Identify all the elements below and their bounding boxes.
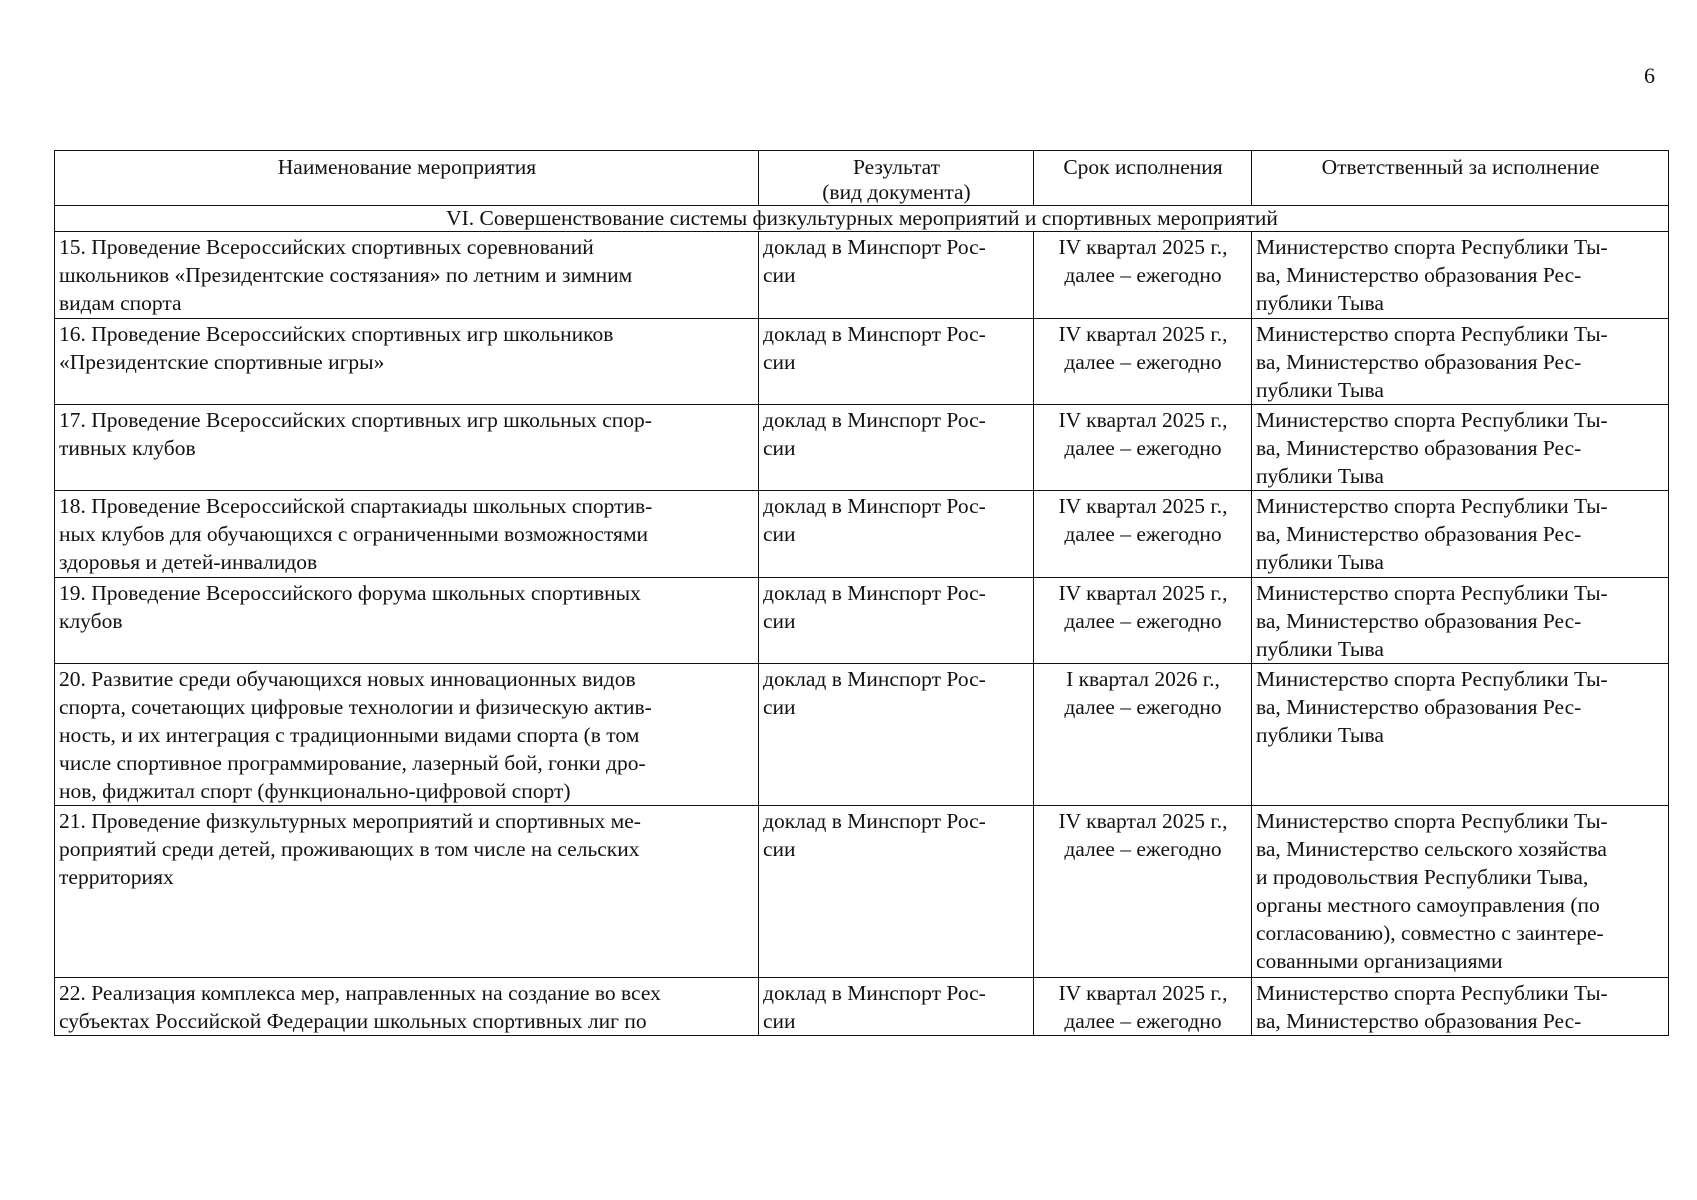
event-cell	[55, 405, 759, 491]
responsible-cell	[1252, 405, 1669, 491]
table-row	[55, 232, 1669, 319]
result-text: доклад в Минспорт Рос- сии	[763, 494, 986, 546]
deadline-cell	[1034, 405, 1252, 491]
responsible-cell	[1252, 232, 1669, 319]
result-cell	[759, 978, 1034, 1036]
result-text: доклад в Минспорт Рос- сии	[763, 667, 986, 719]
result-text: доклад в Минспорт Рос- сии	[763, 322, 986, 374]
event-cell	[55, 664, 759, 806]
section-title-cell	[55, 206, 1669, 232]
table-row	[55, 578, 1669, 664]
result-cell	[759, 319, 1034, 405]
section-title: VI. Совершенствование системы физкультурных мероприятий и спортивных мероприятий	[446, 206, 1278, 230]
table-row	[55, 491, 1669, 578]
event-text: 22. Реализация комплекса мер, направленных на создание во всех субъектах Российской Федерации школьных спортивных лиг по	[59, 981, 661, 1033]
header-responsible-label: Ответственный за исполнение	[1321, 155, 1600, 179]
responsible-cell	[1252, 491, 1669, 578]
header-responsible	[1252, 151, 1669, 206]
responsible-text: Министерство спорта Республики Ты- ва, Министерство образования Рес- публики Тыва	[1256, 667, 1608, 747]
event-cell	[55, 978, 759, 1036]
deadline-text: IV квартал 2025 г., далее – ежегодно	[1058, 809, 1228, 861]
result-cell	[759, 664, 1034, 806]
result-cell	[759, 806, 1034, 978]
event-cell	[55, 232, 759, 319]
deadline-cell	[1034, 232, 1252, 319]
page-number: 6	[1644, 63, 1655, 88]
header-result	[759, 151, 1034, 206]
responsible-cell	[1252, 664, 1669, 806]
result-text: доклад в Минспорт Рос- сии	[763, 809, 986, 861]
deadline-text: IV квартал 2025 г., далее – ежегодно	[1058, 494, 1228, 546]
responsible-cell	[1252, 578, 1669, 664]
deadline-cell	[1034, 664, 1252, 806]
result-cell	[759, 491, 1034, 578]
responsible-text: Министерство спорта Республики Ты- ва, Министерство образования Рес- публики Тыва	[1256, 235, 1608, 315]
event-text: 21. Проведение физкультурных мероприятий и спортивных ме- роприятий среди детей, проживающих в том числе на сельских территориях	[59, 809, 641, 889]
table-header-row	[55, 151, 1669, 206]
deadline-text: IV квартал 2025 г., далее – ежегодно	[1058, 408, 1228, 460]
result-text: доклад в Минспорт Рос- сии	[763, 408, 986, 460]
responsible-text: Министерство спорта Республики Ты- ва, Министерство образования Рес- публики Тыва	[1256, 581, 1608, 661]
responsible-text: Министерство спорта Республики Ты- ва, Министерство образования Рес- публики Тыва	[1256, 322, 1608, 402]
event-cell	[55, 319, 759, 405]
event-text: 20. Развитие среди обучающихся новых инновационных видов спорта, сочетающих цифровые технологии и физическую актив- ность, и их интеграция с традиционными видами спорта (в том числе спортивное программирование, лазерный бой, гонки дро- нов, фиджитал спорт (функционально-цифровой спорт)	[59, 667, 652, 803]
deadline-cell	[1034, 978, 1252, 1036]
deadline-text: IV квартал 2025 г., далее – ежегодно	[1058, 235, 1228, 287]
result-cell	[759, 405, 1034, 491]
result-text: доклад в Минспорт Рос- сии	[763, 981, 986, 1033]
result-cell	[759, 232, 1034, 319]
deadline-text: IV квартал 2025 г., далее – ежегодно	[1058, 581, 1228, 633]
responsible-text: Министерство спорта Республики Ты- ва, Министерство образования Рес- публики Тыва	[1256, 408, 1608, 488]
header-event-label: Наименование мероприятия	[277, 155, 537, 179]
result-text: доклад в Минспорт Рос- сии	[763, 235, 986, 287]
deadline-text: IV квартал 2025 г., далее – ежегодно	[1058, 322, 1228, 374]
event-text: 18. Проведение Всероссийской спартакиады школьных спортив- ных клубов для обучающихся с ограниченными возможностями здоровья и детей-инвалидов	[59, 494, 653, 574]
event-cell	[55, 491, 759, 578]
deadline-cell	[1034, 806, 1252, 978]
event-text: 17. Проведение Всероссийских спортивных игр школьных спор- тивных клубов	[59, 408, 652, 460]
table-row	[55, 319, 1669, 405]
result-cell	[759, 578, 1034, 664]
table-row	[55, 664, 1669, 806]
responsible-text: Министерство спорта Республики Ты- ва, Министерство образования Рес- публики Тыва	[1256, 494, 1608, 574]
header-deadline-label: Срок исполнения	[1063, 155, 1223, 179]
responsible-cell	[1252, 806, 1669, 978]
activities-table	[54, 150, 1669, 1036]
header-result-label: Результат (вид документа)	[822, 155, 971, 204]
deadline-text: IV квартал 2025 г., далее – ежегодно	[1058, 981, 1228, 1033]
responsible-text: Министерство спорта Республики Ты- ва, Министерство сельского хозяйства и продовольствия Республики Тыва, органы местного самоуправления (по согласованию), совместно с заинтере- сованными организациями	[1256, 809, 1608, 973]
deadline-cell	[1034, 491, 1252, 578]
event-cell	[55, 578, 759, 664]
event-text: 15. Проведение Всероссийских спортивных соревнований школьников «Президентские состязания» по летним и зимним видам спорта	[59, 235, 633, 315]
result-text: доклад в Минспорт Рос- сии	[763, 581, 986, 633]
event-text: 19. Проведение Всероссийского форума школьных спортивных клубов	[59, 581, 641, 633]
deadline-cell	[1034, 578, 1252, 664]
responsible-text: Министерство спорта Республики Ты- ва, Министерство образования Рес-	[1256, 981, 1608, 1033]
deadline-cell	[1034, 319, 1252, 405]
responsible-cell	[1252, 978, 1669, 1036]
table-row	[55, 806, 1669, 978]
header-deadline	[1034, 151, 1252, 206]
table-row	[55, 978, 1669, 1036]
event-cell	[55, 806, 759, 978]
header-event	[55, 151, 759, 206]
section-row	[55, 206, 1669, 232]
event-text: 16. Проведение Всероссийских спортивных игр школьников «Президентские спортивные игры»	[59, 322, 614, 374]
responsible-cell	[1252, 319, 1669, 405]
table-row	[55, 405, 1669, 491]
deadline-text: I квартал 2026 г., далее – ежегодно	[1064, 667, 1222, 719]
